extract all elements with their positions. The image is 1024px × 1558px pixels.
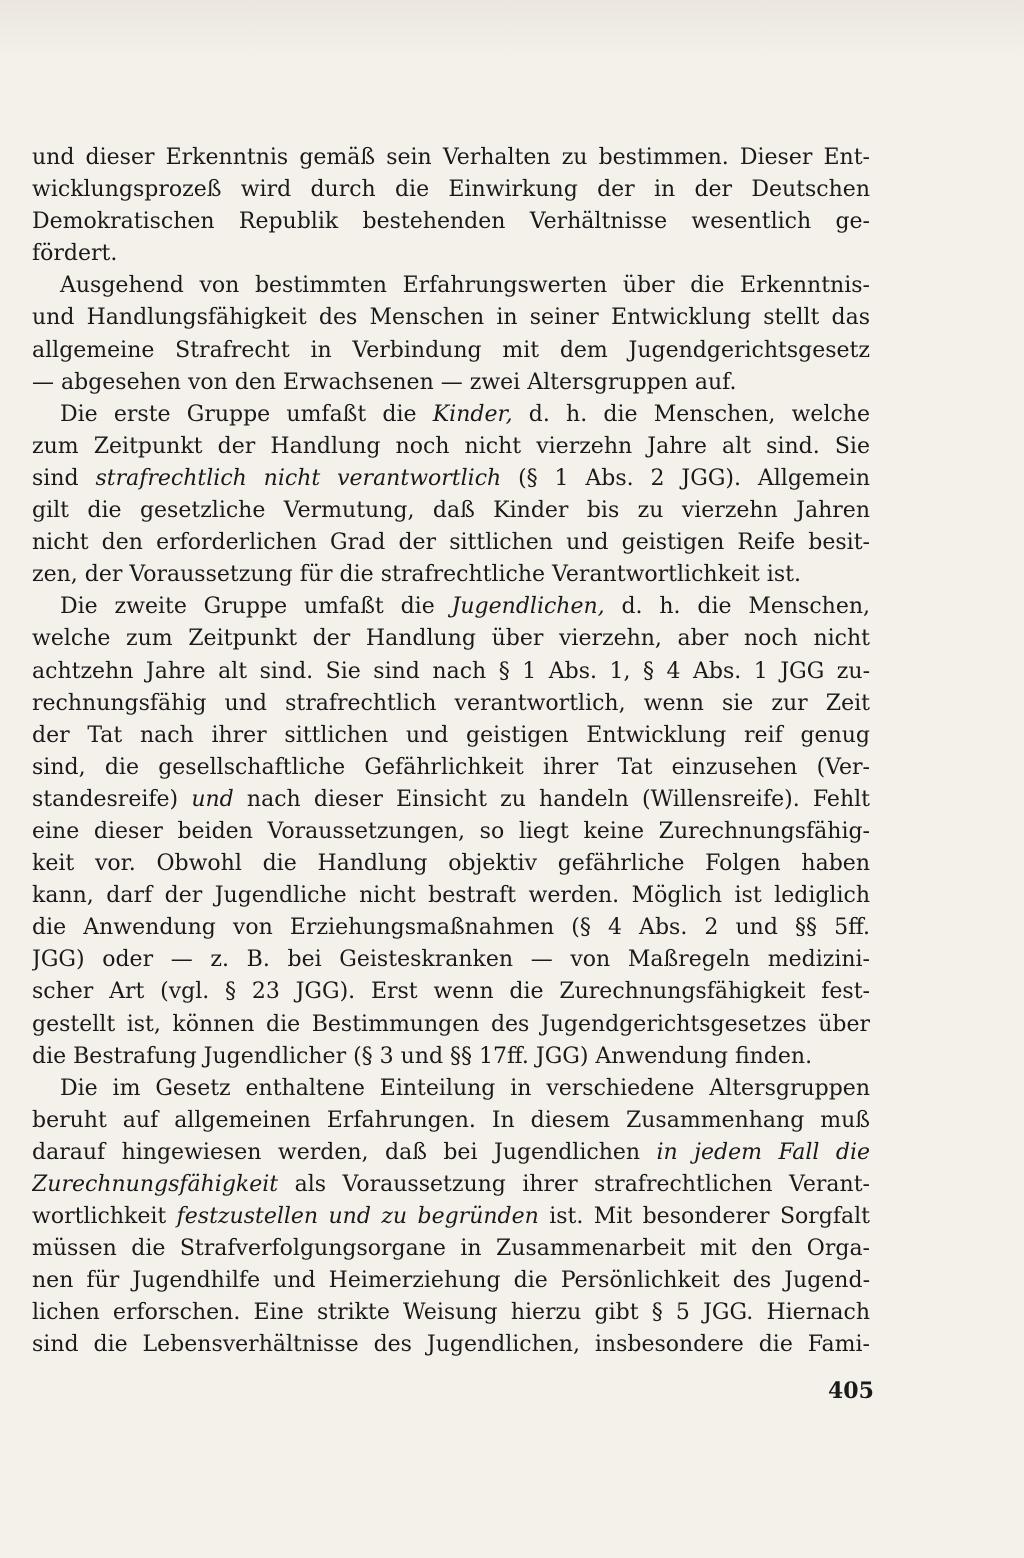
text-line	[32, 335, 870, 367]
page-number: 405	[828, 1378, 874, 1404]
text-segment: gestellt ist, können die Bestimmungen des Jugendgerichtsgesetzes über	[32, 1011, 870, 1037]
text-line	[32, 463, 870, 495]
text-segment: Die im Gesetz enthaltene Einteilung in verschiedene Altersgruppen	[60, 1075, 870, 1101]
text-line	[32, 206, 870, 238]
text-line	[32, 752, 870, 784]
text-segment: (§ 1 Abs. 2 JGG). Allgemein	[501, 465, 870, 491]
text-segment: Demokratischen Republik bestehenden Verhältnisse wesentlich ge-	[32, 209, 870, 235]
italic-text: und	[191, 786, 234, 812]
text-line	[32, 174, 870, 206]
italic-text: Kinder,	[432, 401, 513, 427]
text-line	[32, 302, 870, 334]
text-line	[32, 559, 870, 591]
text-segment: allgemeine Strafrecht in Verbindung mit dem Jugendgerichtsgesetz	[32, 337, 870, 363]
text-line	[32, 1201, 870, 1233]
text-segment: ist. Mit besonderer Sorgfalt	[538, 1204, 870, 1230]
text-line	[32, 527, 870, 559]
text-segment: sind die Lebensverhältnisse des Jugendlichen, insbesondere die Fami-	[32, 1332, 870, 1358]
text-segment: d. h. die Menschen, welche	[512, 401, 870, 427]
text-segment: wortlichkeit	[32, 1204, 177, 1230]
italic-text: Jugendlichen,	[451, 594, 605, 620]
text-segment: die Bestrafung Jugendlicher (§ 3 und §§ 17ff. JGG) Anwendung finden.	[32, 1043, 813, 1069]
text-line	[32, 912, 870, 944]
text-segment: Die erste Gruppe umfaßt die	[60, 401, 433, 427]
text-line	[32, 367, 870, 399]
text-line	[32, 1137, 870, 1169]
text-segment: sind	[32, 465, 96, 491]
text-segment: müssen die Strafverfolgungsorgane in Zusammenarbeit mit den Orga-	[32, 1236, 870, 1262]
text-segment: achtzehn Jahre alt sind. Sie sind nach § 1 Abs. 1, § 4 Abs. 1 JGG zu-	[32, 658, 870, 684]
text-segment: JGG) oder — z. B. bei Geisteskranken — von Maßregeln medizini-	[32, 947, 870, 973]
text-line	[32, 270, 870, 302]
text-line	[32, 1265, 870, 1297]
text-segment: welche zum Zeitpunkt der Handlung über vierzehn, aber noch nicht	[32, 626, 870, 652]
text-segment: standesreife)	[32, 786, 192, 812]
text-line	[32, 656, 870, 688]
text-segment: lichen erforschen. Eine strikte Weisung hierzu gibt § 5 JGG. Hiernach	[32, 1300, 870, 1326]
text-segment: Ausgehend von bestimmten Erfahrungswerten über die Erkenntnis-	[60, 273, 870, 299]
text-line	[32, 720, 870, 752]
text-line	[32, 399, 870, 431]
text-segment: und dieser Erkenntnis gemäß sein Verhalten zu bestimmen. Dieser Ent-	[32, 145, 870, 170]
text-segment: d. h. die Menschen,	[604, 594, 870, 620]
italic-text: strafrechtlich nicht verantwortlich	[95, 465, 502, 491]
italic-text: in jedem Fall die	[656, 1139, 870, 1165]
text-line	[32, 495, 870, 527]
text-segment: zen, der Voraussetzung für die strafrechtliche Verantwortlichkeit ist.	[32, 562, 801, 588]
italic-text: Zurechnungsfähigkeit	[32, 1172, 279, 1197]
text-line	[32, 1329, 870, 1361]
text-line	[32, 142, 870, 174]
text-segment: die Anwendung von Erziehungsmaßnahmen (§ 4 Abs. 2 und §§ 5ff.	[32, 915, 870, 941]
text-segment: Die zweite Gruppe umfaßt die	[60, 594, 452, 620]
text-line	[32, 1233, 870, 1265]
text-segment: nicht den erforderlichen Grad der sittlichen und geistigen Reife besit-	[32, 530, 870, 556]
page-edge-shading	[0, 0, 1024, 60]
text-segment: und Handlungsfähigkeit des Menschen in seiner Entwicklung stellt das	[32, 305, 870, 331]
text-segment: eine dieser beiden Voraussetzungen, so liegt keine Zurechnungsfähig-	[32, 818, 870, 844]
text-segment: scher Art (vgl. § 23 JGG). Erst wenn die Zurechnungsfähigkeit fest-	[32, 979, 870, 1005]
text-line	[32, 848, 870, 880]
text-line	[32, 238, 870, 270]
text-line	[32, 688, 870, 720]
text-line	[32, 784, 870, 816]
text-line	[32, 1105, 870, 1137]
body-text	[32, 142, 870, 1362]
text-segment: nen für Jugendhilfe und Heimerziehung die Persönlichkeit des Jugend-	[32, 1268, 870, 1294]
text-line	[32, 1009, 870, 1041]
text-segment: beruht auf allgemeinen Erfahrungen. In diesem Zusammenhang muß	[32, 1107, 870, 1133]
text-segment: gilt die gesetzliche Vermutung, daß Kinder bis zu vierzehn Jahren	[32, 498, 870, 524]
text-segment: rechnungsfähig und strafrechtlich verantwortlich, wenn sie zur Zeit	[32, 690, 870, 716]
text-line	[32, 591, 870, 623]
text-segment: als Voraussetzung ihrer strafrechtlichen Verant-	[278, 1172, 870, 1197]
text-segment: darauf hingewiesen werden, daß bei Jugendlichen	[32, 1139, 657, 1165]
text-line	[32, 623, 870, 655]
text-segment: zum Zeitpunkt der Handlung noch nicht vierzehn Jahre alt sind. Sie	[32, 433, 870, 459]
text-line	[32, 1073, 870, 1105]
text-segment: kann, darf der Jugendliche nicht bestraft werden. Möglich ist lediglich	[32, 883, 870, 909]
text-segment: fördert.	[32, 241, 118, 267]
text-line	[32, 976, 870, 1008]
text-segment: der Tat nach ihrer sittlichen und geistigen Entwicklung reif genug	[32, 722, 870, 748]
text-line	[32, 1169, 870, 1201]
text-line	[32, 944, 870, 976]
text-segment: nach dieser Einsicht zu handeln (Willensreife). Fehlt	[233, 786, 870, 812]
text-line	[32, 880, 870, 912]
text-segment: — abgesehen von den Erwachsenen — zwei Altersgruppen auf.	[32, 369, 737, 395]
text-segment: keit vor. Obwohl die Handlung objektiv gefährliche Folgen haben	[32, 851, 870, 877]
text-line	[32, 431, 870, 463]
text-segment: wicklungsprozeß wird durch die Einwirkung der in der Deutschen	[32, 177, 870, 203]
text-line	[32, 1041, 870, 1073]
text-line	[32, 1297, 870, 1329]
text-segment: sind, die gesellschaftliche Gefährlichkeit ihrer Tat einzusehen (Ver-	[32, 754, 870, 780]
italic-text: festzustellen und zu begründen	[176, 1204, 539, 1230]
text-line	[32, 816, 870, 848]
